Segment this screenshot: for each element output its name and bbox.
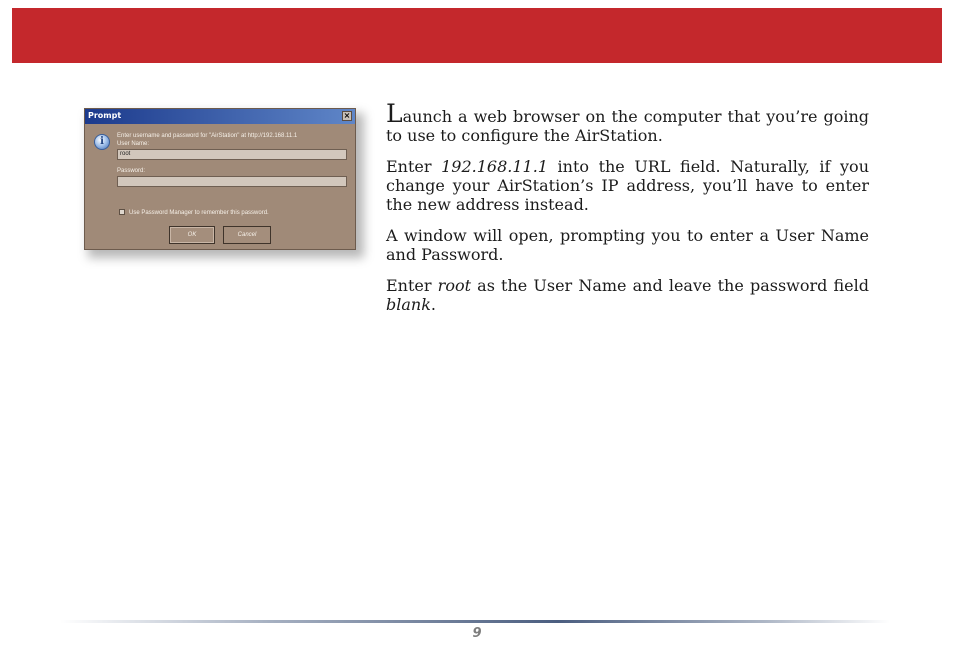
- paragraph-enter-root: [386, 276, 869, 314]
- info-icon: i: [94, 134, 110, 150]
- remember-password-checkbox[interactable]: [119, 209, 125, 215]
- password-label: Password:: [117, 168, 146, 174]
- username-emphasis: root: [437, 276, 472, 295]
- username-input[interactable]: root: [117, 149, 347, 160]
- paragraph-text: Enter: [386, 157, 442, 176]
- dialog-titlebar[interactable]: [85, 109, 355, 124]
- remember-password-row[interactable]: [119, 209, 269, 217]
- paragraph-enter-ip: [386, 157, 869, 214]
- remember-password-label: Use Password Manager to remember this password.: [129, 210, 269, 216]
- ip-address: 192.168.11.1: [441, 157, 548, 176]
- paragraph-text: .: [430, 295, 436, 314]
- instructions-text: [386, 99, 869, 314]
- header-bar: [12, 8, 942, 63]
- dialog-title: Prompt: [88, 111, 122, 120]
- login-prompt-dialog: [84, 108, 356, 250]
- cancel-button[interactable]: Cancel: [223, 226, 271, 244]
- ok-button[interactable]: OK: [169, 226, 215, 244]
- paragraph-text: into the URL field. Naturally, if you change your AirStation’s IP address, you’ll have to enter the new address instead.: [386, 157, 869, 214]
- paragraph-launch-browser: [386, 99, 869, 145]
- paragraph-text: Enter: [386, 276, 438, 295]
- username-label: User Name:: [117, 141, 150, 147]
- page-number: 9: [472, 626, 482, 641]
- paragraph-window-opens: A window will open, prompting you to enter a User Name and Password.: [386, 226, 869, 264]
- drop-cap: L: [386, 99, 403, 128]
- footer-rule: [60, 620, 890, 623]
- paragraph-text: as the User Name and leave the password field: [471, 276, 869, 295]
- paragraph-text: aunch a web browser on the computer that you’re going to use to configure the AirStation.: [386, 107, 869, 145]
- close-icon[interactable]: ×: [343, 111, 351, 120]
- password-input[interactable]: [117, 176, 347, 187]
- dialog-message: Enter username and password for "AirStation" at http://192.168.11.1: [117, 133, 298, 139]
- blank-emphasis: blank: [386, 295, 431, 314]
